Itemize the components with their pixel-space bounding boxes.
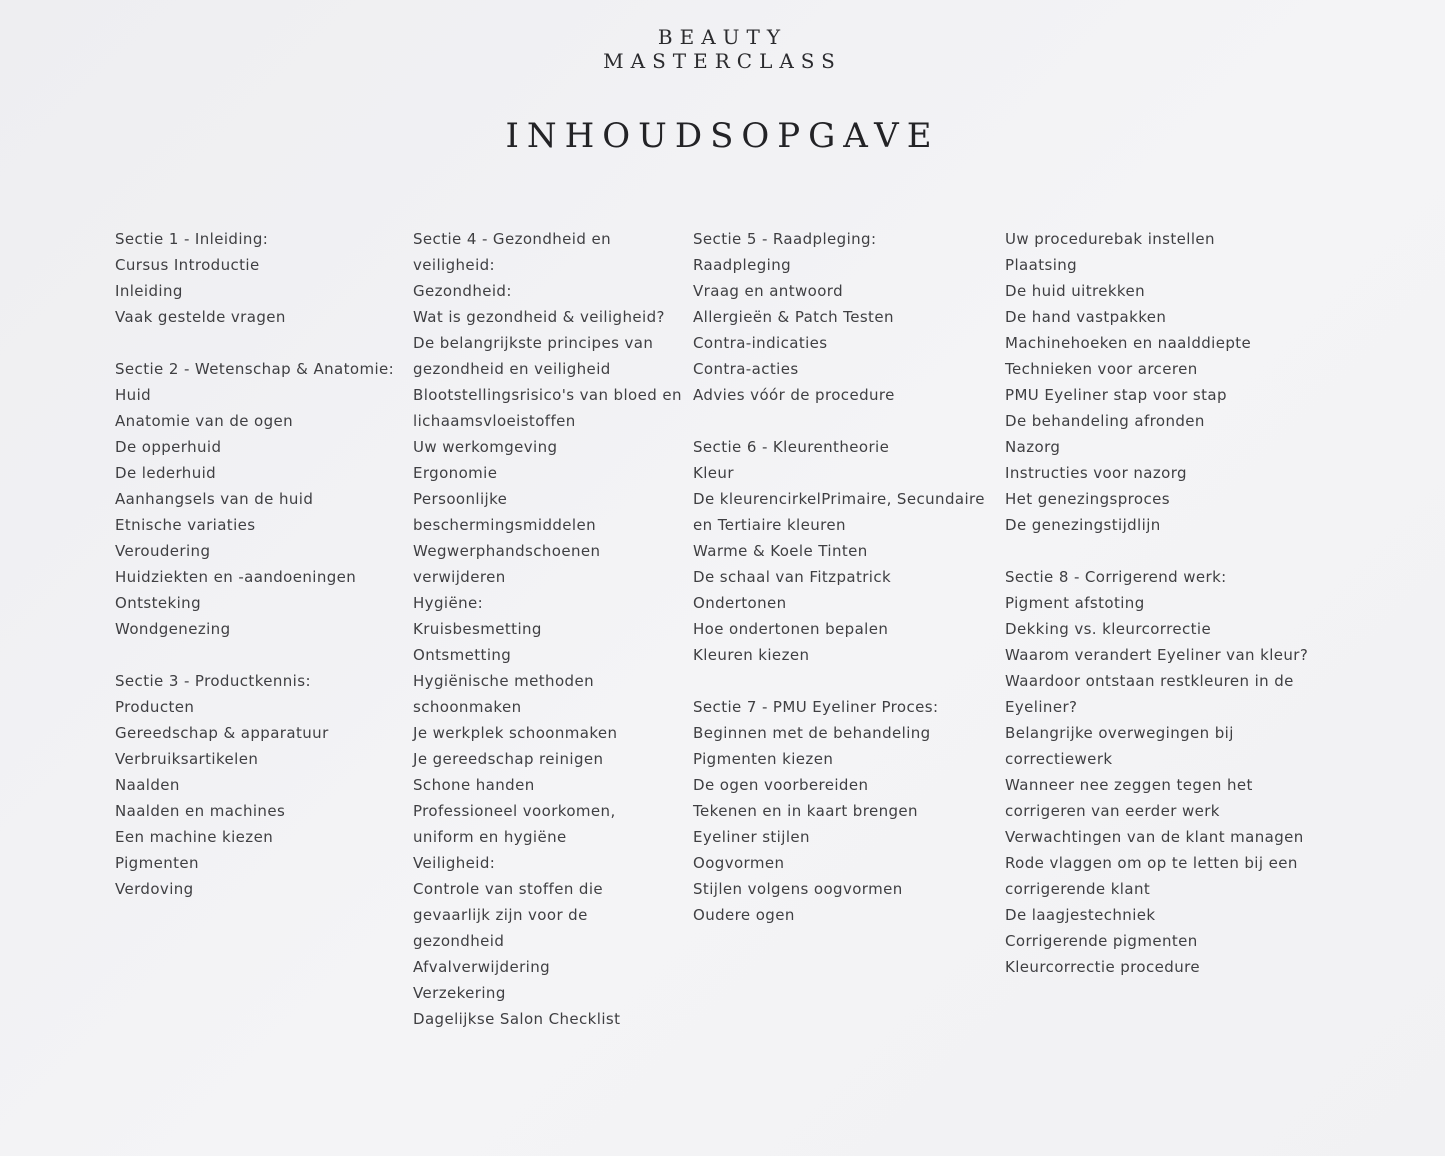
toc-section-heading: Sectie 3 - Productkennis:	[115, 672, 311, 690]
toc-entry: Anatomie van de ogen	[115, 412, 294, 430]
toc-entry: Eyeliner stijlen	[693, 828, 810, 846]
toc-entry: Instructies voor nazorg	[1005, 464, 1187, 482]
toc-entry: Inleiding	[115, 282, 183, 300]
toc-entry: Je gereedschap reinigen	[413, 750, 604, 768]
toc-entry: Veroudering	[115, 542, 211, 560]
toc-entry: Beginnen met de behandeling	[693, 724, 931, 742]
toc-column-3	[693, 226, 993, 928]
toc-entry: Professioneel voorkomen,	[413, 802, 616, 820]
toc-entry: Advies vóór de procedure	[693, 386, 895, 404]
toc-entry: schoonmaken	[413, 698, 522, 716]
toc-entry: Verdoving	[115, 880, 194, 898]
toc-entry: uniform en hygiëne	[413, 828, 567, 846]
toc-entry: De lederhuid	[115, 464, 217, 482]
toc-entry: Cursus Introductie	[115, 256, 260, 274]
toc-entry: De kleurencirkelPrimaire, Secundaire	[693, 490, 985, 508]
toc-entry: Plaatsing	[1005, 256, 1078, 274]
toc-entry: Veiligheid:	[413, 854, 496, 872]
toc-entry: Vraag en antwoord	[693, 282, 844, 300]
toc-entry: Ondertonen	[693, 594, 787, 612]
toc-section-heading: Sectie 1 - Inleiding:	[115, 230, 269, 248]
toc-section-heading: Sectie 8 - Corrigerend werk:	[1005, 568, 1227, 586]
toc-entry: Ergonomie	[413, 464, 498, 482]
toc-entry: De hand vastpakken	[1005, 308, 1167, 326]
toc-entry: Uw procedurebak instellen	[1005, 230, 1215, 248]
toc-entry: De belangrijkste principes van	[413, 334, 654, 352]
toc-entry: Huidziekten en -aandoeningen	[115, 568, 357, 586]
toc-column-4	[1005, 226, 1320, 980]
toc-entry: Contra-acties	[693, 360, 799, 378]
toc-entry: gezondheid en veiligheid	[413, 360, 611, 378]
toc-entry: Warme & Koele Tinten	[693, 542, 868, 560]
section-spacer	[115, 642, 400, 668]
toc-entry: Een machine kiezen	[115, 828, 274, 846]
toc-entry: Machinehoeken en naalddiepte	[1005, 334, 1252, 352]
toc-entry: Hygiënische methoden	[413, 672, 594, 690]
toc-entry: Verbruiksartikelen	[115, 750, 259, 768]
toc-entry: Hygiëne:	[413, 594, 484, 612]
section-spacer	[693, 668, 993, 694]
toc-entry: De laagjestechniek	[1005, 906, 1156, 924]
toc-entry: Kleuren kiezen	[693, 646, 810, 664]
toc-entry: lichaamsvloeistoffen	[413, 412, 576, 430]
toc-entry: Persoonlijke	[413, 490, 508, 508]
toc-entry: Contra-indicaties	[693, 334, 828, 352]
toc-entry: Huid	[115, 386, 152, 404]
toc-entry: Belangrijke overwegingen bij	[1005, 724, 1234, 742]
toc-entry: Schone handen	[413, 776, 535, 794]
toc-entry: Pigmenten	[115, 854, 199, 872]
toc-entry: Nazorg	[1005, 438, 1061, 456]
toc-entry: De huid uitrekken	[1005, 282, 1146, 300]
toc-entry: Naalden en machines	[115, 802, 286, 820]
toc-entry: Waardoor ontstaan restkleuren in de	[1005, 672, 1294, 690]
toc-entry: Vaak gestelde vragen	[115, 308, 286, 326]
toc-entry: Wat is gezondheid & veiligheid?	[413, 308, 665, 326]
toc-entry: en Tertiaire kleuren	[693, 516, 846, 534]
toc-entry: Uw werkomgeving	[413, 438, 558, 456]
toc-entry: De behandeling afronden	[1005, 412, 1205, 430]
toc-entry: Waarom verandert Eyeliner van kleur?	[1005, 646, 1309, 664]
toc-section-heading: Sectie 6 - Kleurentheorie	[693, 438, 890, 456]
toc-entry: Technieken voor arceren	[1005, 360, 1198, 378]
toc-entry: gezondheid	[413, 932, 505, 950]
toc-entry: Wanneer nee zeggen tegen het	[1005, 776, 1253, 794]
toc-entry: Stijlen volgens oogvormen	[693, 880, 903, 898]
toc-entry: Kleurcorrectie procedure	[1005, 958, 1200, 976]
toc-entry: Tekenen en in kaart brengen	[693, 802, 918, 820]
toc-entry: Kruisbesmetting	[413, 620, 542, 638]
toc-column-2	[413, 226, 681, 1032]
toc-entry: Ontsteking	[115, 594, 202, 612]
toc-entry: Gezondheid:	[413, 282, 512, 300]
toc-section-heading: Sectie 7 - PMU Eyeliner Proces:	[693, 698, 939, 716]
brand-line-2: MASTERCLASS	[603, 49, 842, 73]
toc-entry: Controle van stoffen die	[413, 880, 604, 898]
toc-entry: Ontsmetting	[413, 646, 512, 664]
toc-entry: De schaal van Fitzpatrick	[693, 568, 892, 586]
toc-entry: correctiewerk	[1005, 750, 1113, 768]
toc-entry: Rode vlaggen om op te letten bij een	[1005, 854, 1298, 872]
toc-entry: Wegwerphandschoenen	[413, 542, 601, 560]
toc-entry: gevaarlijk zijn voor de	[413, 906, 588, 924]
page-title: INHOUDSOPGAVE	[505, 116, 940, 156]
toc-entry: Verwachtingen van de klant managen	[1005, 828, 1304, 846]
toc-section-heading: Sectie 5 - Raadpleging:	[693, 230, 877, 248]
toc-entry: Blootstellingsrisico's van bloed en	[413, 386, 682, 404]
toc-entry: Verzekering	[413, 984, 506, 1002]
toc-entry: Het genezingsproces	[1005, 490, 1170, 508]
toc-entry: Aanhangsels van de huid	[115, 490, 314, 508]
toc-entry: verwijderen	[413, 568, 506, 586]
toc-entry: veiligheid:	[413, 256, 496, 274]
toc-entry: corrigerende klant	[1005, 880, 1151, 898]
toc-entry: Eyeliner?	[1005, 698, 1078, 716]
toc-entry: De genezingstijdlijn	[1005, 516, 1161, 534]
toc-entry: Gereedschap & apparatuur	[115, 724, 329, 742]
toc-entry: Oogvormen	[693, 854, 785, 872]
toc-entry: De opperhuid	[115, 438, 222, 456]
toc-section-heading: Sectie 2 - Wetenschap & Anatomie:	[115, 360, 395, 378]
toc-section-heading: Sectie 4 - Gezondheid en	[413, 230, 611, 248]
toc-entry: Etnische variaties	[115, 516, 256, 534]
brand-line-1: BEAUTY	[657, 25, 788, 49]
toc-entry: Dagelijkse Salon Checklist	[413, 1010, 621, 1028]
toc-entry: Raadpleging	[693, 256, 792, 274]
toc-entry: Hoe ondertonen bepalen	[693, 620, 889, 638]
section-spacer	[115, 330, 400, 356]
toc-entry: Wondgenezing	[115, 620, 231, 638]
toc-entry: Afvalverwijdering	[413, 958, 551, 976]
toc-entry: Producten	[115, 698, 195, 716]
toc-entry: Je werkplek schoonmaken	[413, 724, 618, 742]
toc-entry: beschermingsmiddelen	[413, 516, 597, 534]
toc-entry: Oudere ogen	[693, 906, 795, 924]
toc-entry: Allergieën & Patch Testen	[693, 308, 894, 326]
toc-entry: Pigment afstoting	[1005, 594, 1145, 612]
toc-entry: Pigmenten kiezen	[693, 750, 834, 768]
toc-entry: Naalden	[115, 776, 180, 794]
toc-column-1	[115, 226, 400, 902]
section-spacer	[1005, 538, 1320, 564]
toc-entry: Dekking vs. kleurcorrectie	[1005, 620, 1212, 638]
toc-entry: corrigeren van eerder werk	[1005, 802, 1220, 820]
toc-entry: PMU Eyeliner stap voor stap	[1005, 386, 1227, 404]
toc-entry: De ogen voorbereiden	[693, 776, 869, 794]
section-spacer	[693, 408, 993, 434]
toc-entry: Kleur	[693, 464, 734, 482]
toc-entry: Corrigerende pigmenten	[1005, 932, 1198, 950]
